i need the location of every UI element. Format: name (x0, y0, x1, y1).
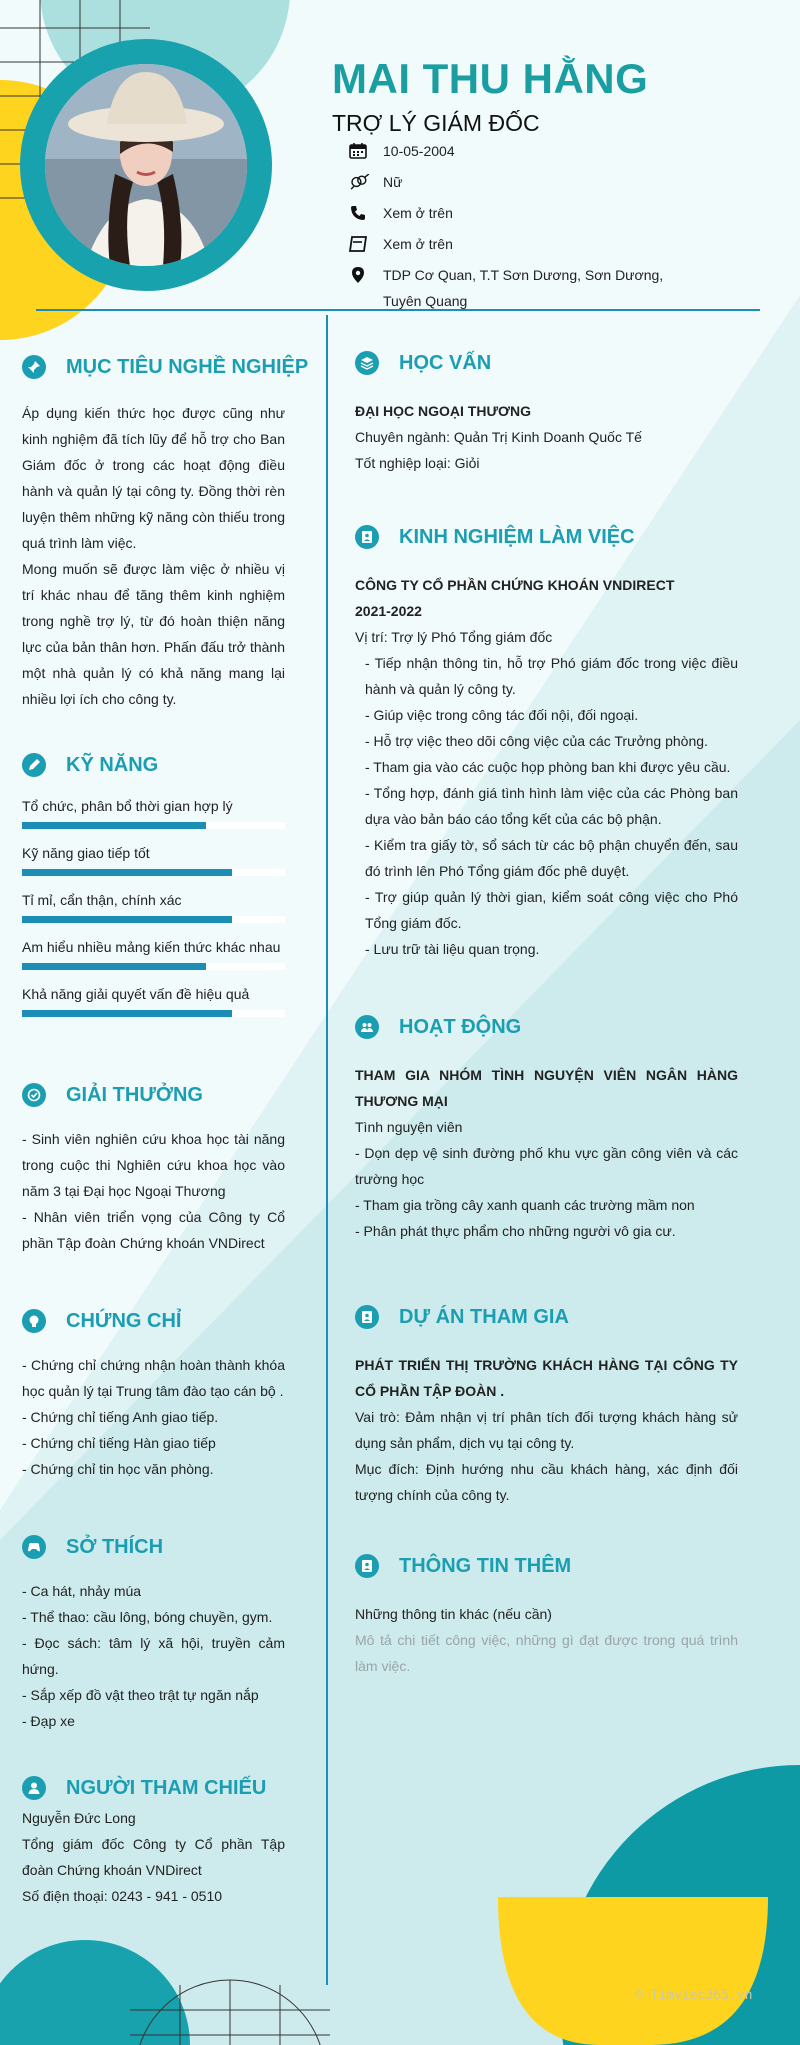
calendar-icon (349, 143, 367, 159)
education-grade: Tốt nghiệp loại: Giỏi (355, 455, 480, 471)
contact-info (383, 138, 703, 319)
certificates-list (22, 1352, 285, 1482)
phone-value: Xem ở trên (383, 205, 453, 221)
skills-section (22, 750, 285, 1031)
list-item: - Sinh viên nghiên cứu khoa học tài năng trong cuộc thi Nghiên cứu khoa học vào năm 3 tại Đại học Ngoại Thương (22, 1131, 285, 1199)
list-item: - Lưu trữ tài liệu quan trọng. (365, 941, 540, 957)
education-section (355, 348, 738, 476)
email-icon (349, 236, 367, 252)
skill-label: Kỹ năng giao tiếp tốt (22, 845, 150, 861)
list-item: - Hỗ trợ việc theo dõi công việc của các Trưởng phòng. (365, 733, 708, 749)
list-item: - Sắp xếp đồ vật theo trật tự ngăn nắp (22, 1687, 259, 1703)
reference-position: Tổng giám đốc Công ty Cổ phần Tập đoàn Chứng khoán VNDirect (22, 1836, 285, 1878)
skill-item (22, 890, 285, 923)
list-item: - Nhân viên triển vọng của Công ty Cổ phần Tập đoàn Chứng khoán VNDirect (22, 1209, 285, 1251)
list-item: - Chứng chỉ tiếng Hàn giao tiếp (22, 1435, 216, 1451)
contact-email (383, 231, 703, 257)
experience-role: Vị trí: Trợ lý Phó Tổng giám đốc (355, 629, 553, 645)
list-item: - Giúp việc trong công tác đối nội, đối ngoại. (365, 707, 639, 723)
more-info-section (355, 1551, 738, 1679)
hobbies-list (22, 1578, 285, 1734)
skill-bar-fill (22, 869, 232, 876)
activities-heading: HOẠT ĐỘNG (399, 1015, 522, 1038)
awards-list (22, 1126, 285, 1256)
column-divider (326, 315, 328, 1985)
list-item: - Tổng hợp, đánh giá tình hình làm việc của các Phòng ban dựa vào bản báo cáo tổng kết của các bộ phận. (365, 785, 738, 827)
reference-name: Nguyễn Đức Long (22, 1810, 136, 1826)
skill-label: Tổ chức, phân bổ thời gian hợp lý (22, 798, 233, 814)
list-item: - Dọn dẹp vệ sinh đường phố khu vực gần công viên và các trường học (355, 1145, 738, 1187)
bulb-icon (22, 1309, 46, 1333)
job-title: TRỢ LÝ GIÁM ĐỐC (332, 110, 540, 136)
pencil-icon (22, 753, 46, 777)
projects-heading: DỰ ÁN THAM GIA (399, 1305, 569, 1328)
id-card-icon (355, 1554, 379, 1578)
activities-list (355, 1140, 738, 1244)
experience-heading: KINH NGHIỆM LÀM VIỆC (399, 525, 635, 548)
contact-phone (383, 200, 703, 226)
certificates-heading: CHỨNG CHỈ (66, 1309, 182, 1332)
list-item: - Tham gia vào các cuộc họp phòng ban khi được yêu cầu. (365, 759, 731, 775)
people-icon (355, 1015, 379, 1039)
list-item: - Ca hát, nhảy múa (22, 1583, 142, 1599)
experience-period: 2021-2022 (355, 603, 422, 619)
phone-icon (349, 205, 367, 221)
project-name: PHÁT TRIỂN THỊ TRƯỜNG KHÁCH HÀNG TẠI CÔNG TY CỔ PHẦN TẬP ĐOÀN . (355, 1357, 738, 1399)
pin-icon (22, 355, 46, 379)
skill-label: Am hiểu nhiều mảng kiến thức khác nhau (22, 939, 281, 955)
certificates-section (22, 1306, 285, 1482)
skill-item (22, 843, 285, 876)
list-item: - Trợ giúp quản lý thời gian, kiểm soát công việc cho Phó Tổng giám đốc. (365, 889, 738, 931)
skill-bar (22, 963, 285, 970)
email-value: Xem ở trên (383, 236, 453, 252)
experience-tasks (355, 650, 738, 962)
awards-section (22, 1080, 285, 1256)
list-item: - Kiểm tra giấy tờ, sổ sách từ các bộ phận chuyển đến, sau đó trình lên Phó Tổng giám đốc phê duyệt. (365, 837, 738, 879)
objective-paragraph: Mong muốn sẽ được làm việc ở nhiều vị trí khác nhau để tăng thêm kinh nghiệm trong nghề trợ lý, từ đó hoàn thiện năng lực của bản thân hơn. Phấn đấu trở thành một nhà quản lý có khả năng mang lại nhiều lợi ích cho công ty. (22, 561, 285, 707)
hobbies-section (22, 1532, 285, 1734)
id-card-icon (355, 1305, 379, 1329)
skill-label: Tỉ mỉ, cẩn thận, chính xác (22, 892, 182, 908)
objective-paragraph: Áp dụng kiến thức học được cũng như kinh nghiệm đã tích lũy để hỗ trợ cho Ban Giám đốc ở trong các hoạt động điều hành và quản lý tại công ty. Đồng thời rèn luyện thêm những kỹ năng còn thiếu trong quá trình làm việc. (22, 405, 285, 551)
education-major: Chuyên ngành: Quản Trị Kinh Doanh Quốc Tế (355, 429, 642, 445)
references-section (22, 1773, 285, 1909)
id-card-icon (355, 525, 379, 549)
list-item: - Tiếp nhận thông tin, hỗ trợ Phó giám đốc trong việc điều hành và quản lý công ty. (365, 655, 738, 697)
experience-section (355, 522, 738, 962)
skill-bar (22, 1010, 285, 1017)
avatar (45, 64, 247, 266)
activities-section (355, 1012, 738, 1244)
watermark: © Timviec365.vn (635, 1988, 753, 2003)
skill-bar-fill (22, 963, 206, 970)
project-goal: Mục đích: Định hướng nhu cầu khách hàng, xác định đối tượng chính của công ty. (355, 1461, 738, 1503)
skill-item (22, 796, 285, 829)
more-info-placeholder: Mô tả chi tiết công việc, những gì đạt được trong quá trình làm việc. (355, 1632, 738, 1674)
address-value: TDP Cơ Quan, T.T Sơn Dương, Sơn Dương, Tuyên Quang (383, 267, 664, 309)
experience-company: CÔNG TY CỔ PHẦN CHỨNG KHOÁN VNDIRECT (355, 577, 675, 593)
hobbies-heading: SỞ THÍCH (66, 1535, 164, 1558)
layers-icon (355, 351, 379, 375)
list-item: - Chứng chỉ tin học văn phòng. (22, 1461, 214, 1477)
awards-heading: GIẢI THƯỞNG (66, 1083, 203, 1106)
education-heading: HỌC VẤN (399, 351, 492, 374)
skills-heading: KỸ NĂNG (66, 753, 159, 776)
skills-list (22, 796, 285, 1017)
projects-section (355, 1302, 738, 1508)
objective-heading: MỤC TIÊU NGHỀ NGHIỆP (66, 355, 309, 378)
skill-label: Khả năng giải quyết vấn đề hiệu quả (22, 986, 250, 1002)
education-school: ĐẠI HỌC NGOẠI THƯƠNG (355, 403, 531, 419)
references-heading: NGƯỜI THAM CHIẾU (66, 1776, 267, 1799)
list-item: - Chứng chỉ chứng nhận hoàn thành khóa học quản lý tại Trung tâm đào tạo cán bộ . (22, 1357, 285, 1399)
list-item: - Đạp xe (22, 1713, 75, 1729)
skill-bar (22, 916, 285, 923)
list-item: - Chứng chỉ tiếng Anh giao tiếp. (22, 1409, 219, 1425)
skill-bar (22, 822, 285, 829)
skill-bar-fill (22, 822, 206, 829)
skill-item (22, 937, 285, 970)
gamepad-icon (22, 1535, 46, 1559)
contact-gender (383, 169, 703, 195)
skill-bar-fill (22, 916, 232, 923)
objective-section (22, 352, 309, 712)
more-info-heading: THÔNG TIN THÊM (399, 1554, 572, 1577)
user-icon (22, 1776, 46, 1800)
birthday-value: 10-05-2004 (383, 143, 455, 159)
project-role: Vai trò: Đảm nhận vị trí phân tích đối tượng khách hàng sử dụng sản phẩm, dịch vụ tại công ty. (355, 1409, 738, 1451)
activities-role: Tình nguyện viên (355, 1119, 463, 1135)
list-item: - Tham gia trồng cây xanh quanh các trường mầm non (355, 1197, 695, 1213)
contact-address (383, 262, 703, 314)
more-info-label: Những thông tin khác (nếu cần) (355, 1606, 552, 1622)
list-item: - Thể thao: cầu lông, bóng chuyền, gym. (22, 1609, 273, 1625)
candidate-name: MAI THU HẰNG (332, 55, 649, 102)
skill-item (22, 984, 285, 1017)
list-item: - Phân phát thực phẩm cho những người vô gia cư. (355, 1223, 676, 1239)
activities-org: THAM GIA NHÓM TÌNH NGUYỆN VIÊN NGÂN HÀNG THƯƠNG MẠI (355, 1067, 738, 1109)
skill-bar-fill (22, 1010, 232, 1017)
contact-birthday (383, 138, 703, 164)
reference-phone: Số điện thoại: 0243 - 941 - 0510 (22, 1888, 223, 1904)
list-item: - Đọc sách: tâm lý xã hội, truyền cảm hứng. (22, 1635, 285, 1677)
skill-bar (22, 869, 285, 876)
gender-icon (349, 174, 371, 190)
award-icon (22, 1083, 46, 1107)
gender-value: Nữ (383, 174, 403, 190)
location-icon (349, 267, 367, 283)
